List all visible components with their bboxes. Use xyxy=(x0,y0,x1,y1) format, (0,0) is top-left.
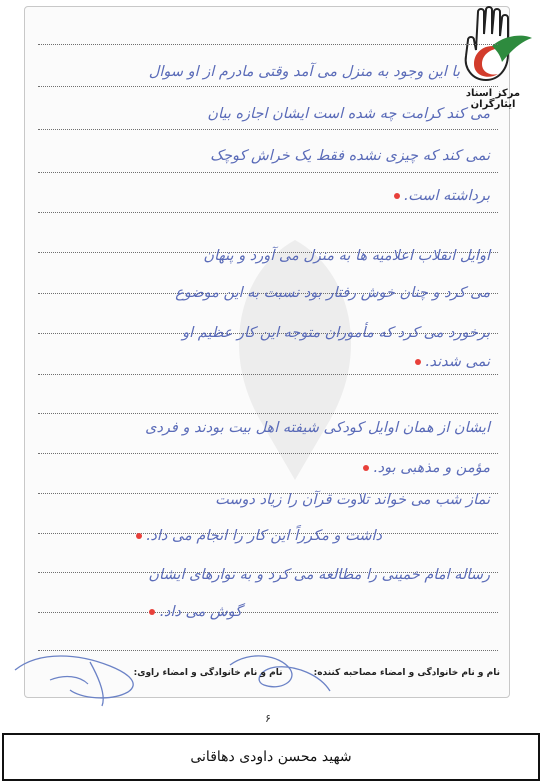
handwritten-line-text: نمی شدند. xyxy=(424,354,490,370)
handwritten-line xyxy=(136,528,382,544)
handwritten-line: نماز شب می خواند تلاوت قرآن را زیاد دوست xyxy=(215,492,490,508)
handwritten-line xyxy=(394,188,490,204)
ruled-line xyxy=(38,44,498,45)
handwritten-line-text: گوش می داد. xyxy=(159,604,242,620)
period-dot xyxy=(136,533,142,539)
handwritten-line: با این وجود به منزل می آمد وقتی مادرم از او سوال xyxy=(148,64,460,80)
ruled-line xyxy=(38,413,498,414)
period-dot xyxy=(394,193,400,199)
ruled-line xyxy=(38,612,498,613)
handwritten-line: نمی کند که چیزی نشده فقط یک خراش کوچک xyxy=(210,148,490,164)
period-dot xyxy=(415,359,421,365)
handwritten-line xyxy=(149,604,242,620)
footer-signature-labels xyxy=(106,668,500,678)
handwritten-line: می کند کرامت چه شده است ایشان اجازه بیان xyxy=(207,106,490,122)
watermark-emblem-icon xyxy=(200,230,390,490)
caption-box xyxy=(2,733,540,781)
handwritten-line: ایشان از همان اوایل کودکی شیفته اهل بیت بودند و فردی xyxy=(145,420,490,436)
handwritten-line: رساله امام خمینی را مطالعه می کرد و به نوارهای ایشان xyxy=(148,567,490,583)
handwritten-line: برخورد می کرد که مأموران متوجه این کار عظیم او xyxy=(182,325,490,341)
ruled-line xyxy=(38,86,498,87)
narrator-label: نام و نام خانوادگی و امضاء راوی: xyxy=(133,668,283,678)
ruled-line xyxy=(38,453,498,454)
ruled-line xyxy=(38,129,498,130)
ruled-line xyxy=(38,374,498,375)
handwritten-line-text: مؤمن و مذهبی بود. xyxy=(373,460,490,476)
handwritten-line xyxy=(363,460,490,476)
period-dot xyxy=(363,465,369,471)
period-dot xyxy=(149,609,155,615)
handwritten-line-text: داشت و مکرراً این کار را انجام می داد. xyxy=(145,528,382,544)
logo-org-name: مرکز اسناد ایثارگران xyxy=(465,88,521,110)
handwritten-line: اوایل انقلاب اعلامیه ها به منزل می آورد و پنهان xyxy=(203,248,490,264)
handwritten-line: می کرد و چنان خوش رفتار بود نسبت به این موضوع xyxy=(175,285,490,301)
handwritten-line-text: برداشته است. xyxy=(403,188,490,204)
interviewer-label: نام و نام خانوادگی و امضاء مصاحبه کننده: xyxy=(313,668,500,678)
ruled-line xyxy=(38,212,498,213)
page-number: ۶ xyxy=(265,712,271,725)
martyr-name-caption: شهید محسن داودی دهاقانی xyxy=(190,749,352,765)
ruled-line xyxy=(38,172,498,173)
handwritten-line xyxy=(415,354,490,370)
